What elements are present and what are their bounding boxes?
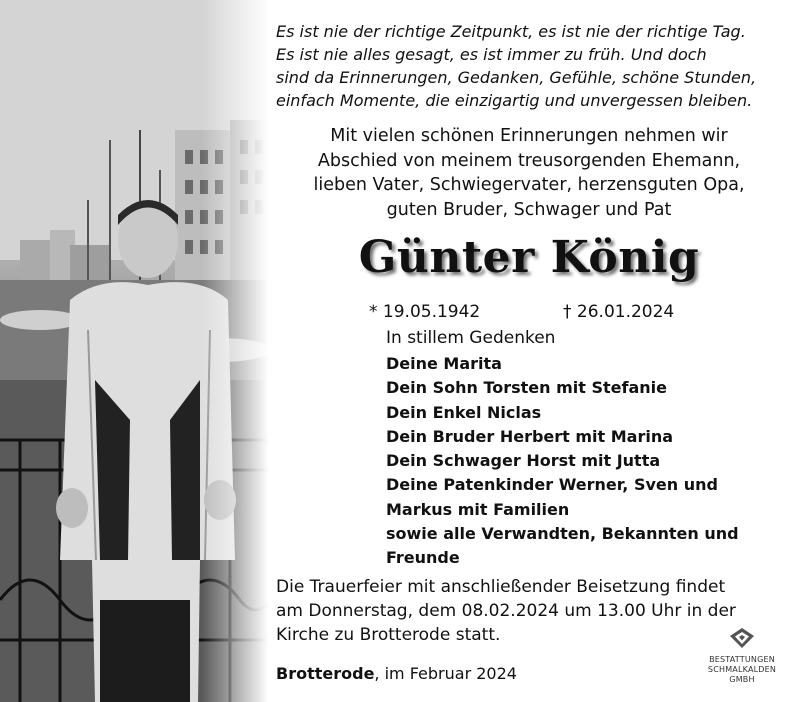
- place-town: Brotterode: [276, 664, 375, 683]
- portrait-photo: [0, 0, 272, 702]
- logo-emblem-icon: [728, 626, 756, 650]
- mourner-line: Deine Patenkinder Werner, Sven und: [386, 475, 718, 495]
- service-line: am Donnerstag, dem 08.02.2024 um 13.00 Uhr in der: [276, 601, 736, 621]
- birth-date: * 19.05.1942: [369, 302, 481, 322]
- service-line: Die Trauerfeier mit anschließender Beisetzung findet: [276, 577, 726, 597]
- intro-line: lieben Vater, Schwiegervater, herzensguten Opa,: [313, 175, 745, 195]
- poem-line: Es ist nie der richtige Zeitpunkt, es ist nie der richtige Tag.: [276, 22, 746, 41]
- mourner-line: Dein Sohn Torsten mit Stefanie: [386, 378, 667, 398]
- intro-line: Abschied von meinem treusorgenden Ehemann,: [317, 150, 741, 171]
- remembrance-heading: In stillem Gedenken: [386, 328, 556, 348]
- poem-line: sind da Erinnerungen, Gedanken, Gefühle, schöne Stunden,: [276, 68, 757, 87]
- poem: [276, 20, 782, 112]
- mourners-list: [386, 352, 786, 571]
- mourner-line: Deine Marita: [386, 354, 502, 373]
- funeral-home-logo: [700, 626, 784, 685]
- intro-line: Mit vielen schönen Erinnerungen nehmen wir: [330, 126, 728, 146]
- place-month: , im Februar 2024: [374, 664, 517, 683]
- mourner-line: Dein Schwager Horst mit Jutta: [386, 451, 661, 471]
- logo-line: SCHMALKALDEN: [707, 665, 777, 674]
- deceased-name: Günter König: [358, 232, 700, 283]
- poem-line: Es ist nie alles gesagt, es ist immer zu früh. Und doch: [276, 45, 707, 64]
- mourner-line: Dein Bruder Herbert mit Marina: [386, 426, 674, 446]
- death-date: † 26.01.2024: [563, 302, 675, 322]
- service-line: Kirche zu Brotterode statt.: [276, 625, 501, 645]
- poem-line: einfach Momente, die einzigartig und unvergessen bleiben.: [276, 91, 753, 110]
- logo-line: GMBH: [729, 675, 755, 684]
- place-date: [276, 662, 517, 686]
- mourner-line: Markus mit Familien: [386, 499, 570, 519]
- intro-line: guten Bruder, Schwager und Pat: [386, 199, 672, 220]
- intro-text: [276, 124, 782, 222]
- mourner-line: Dein Enkel Niclas: [386, 402, 542, 422]
- logo-line: BESTATTUNGEN: [709, 655, 775, 664]
- photo-fade: [202, 0, 272, 702]
- mourner-line: Freunde: [386, 548, 460, 568]
- mourner-line: sowie alle Verwandten, Bekannten und: [386, 524, 739, 544]
